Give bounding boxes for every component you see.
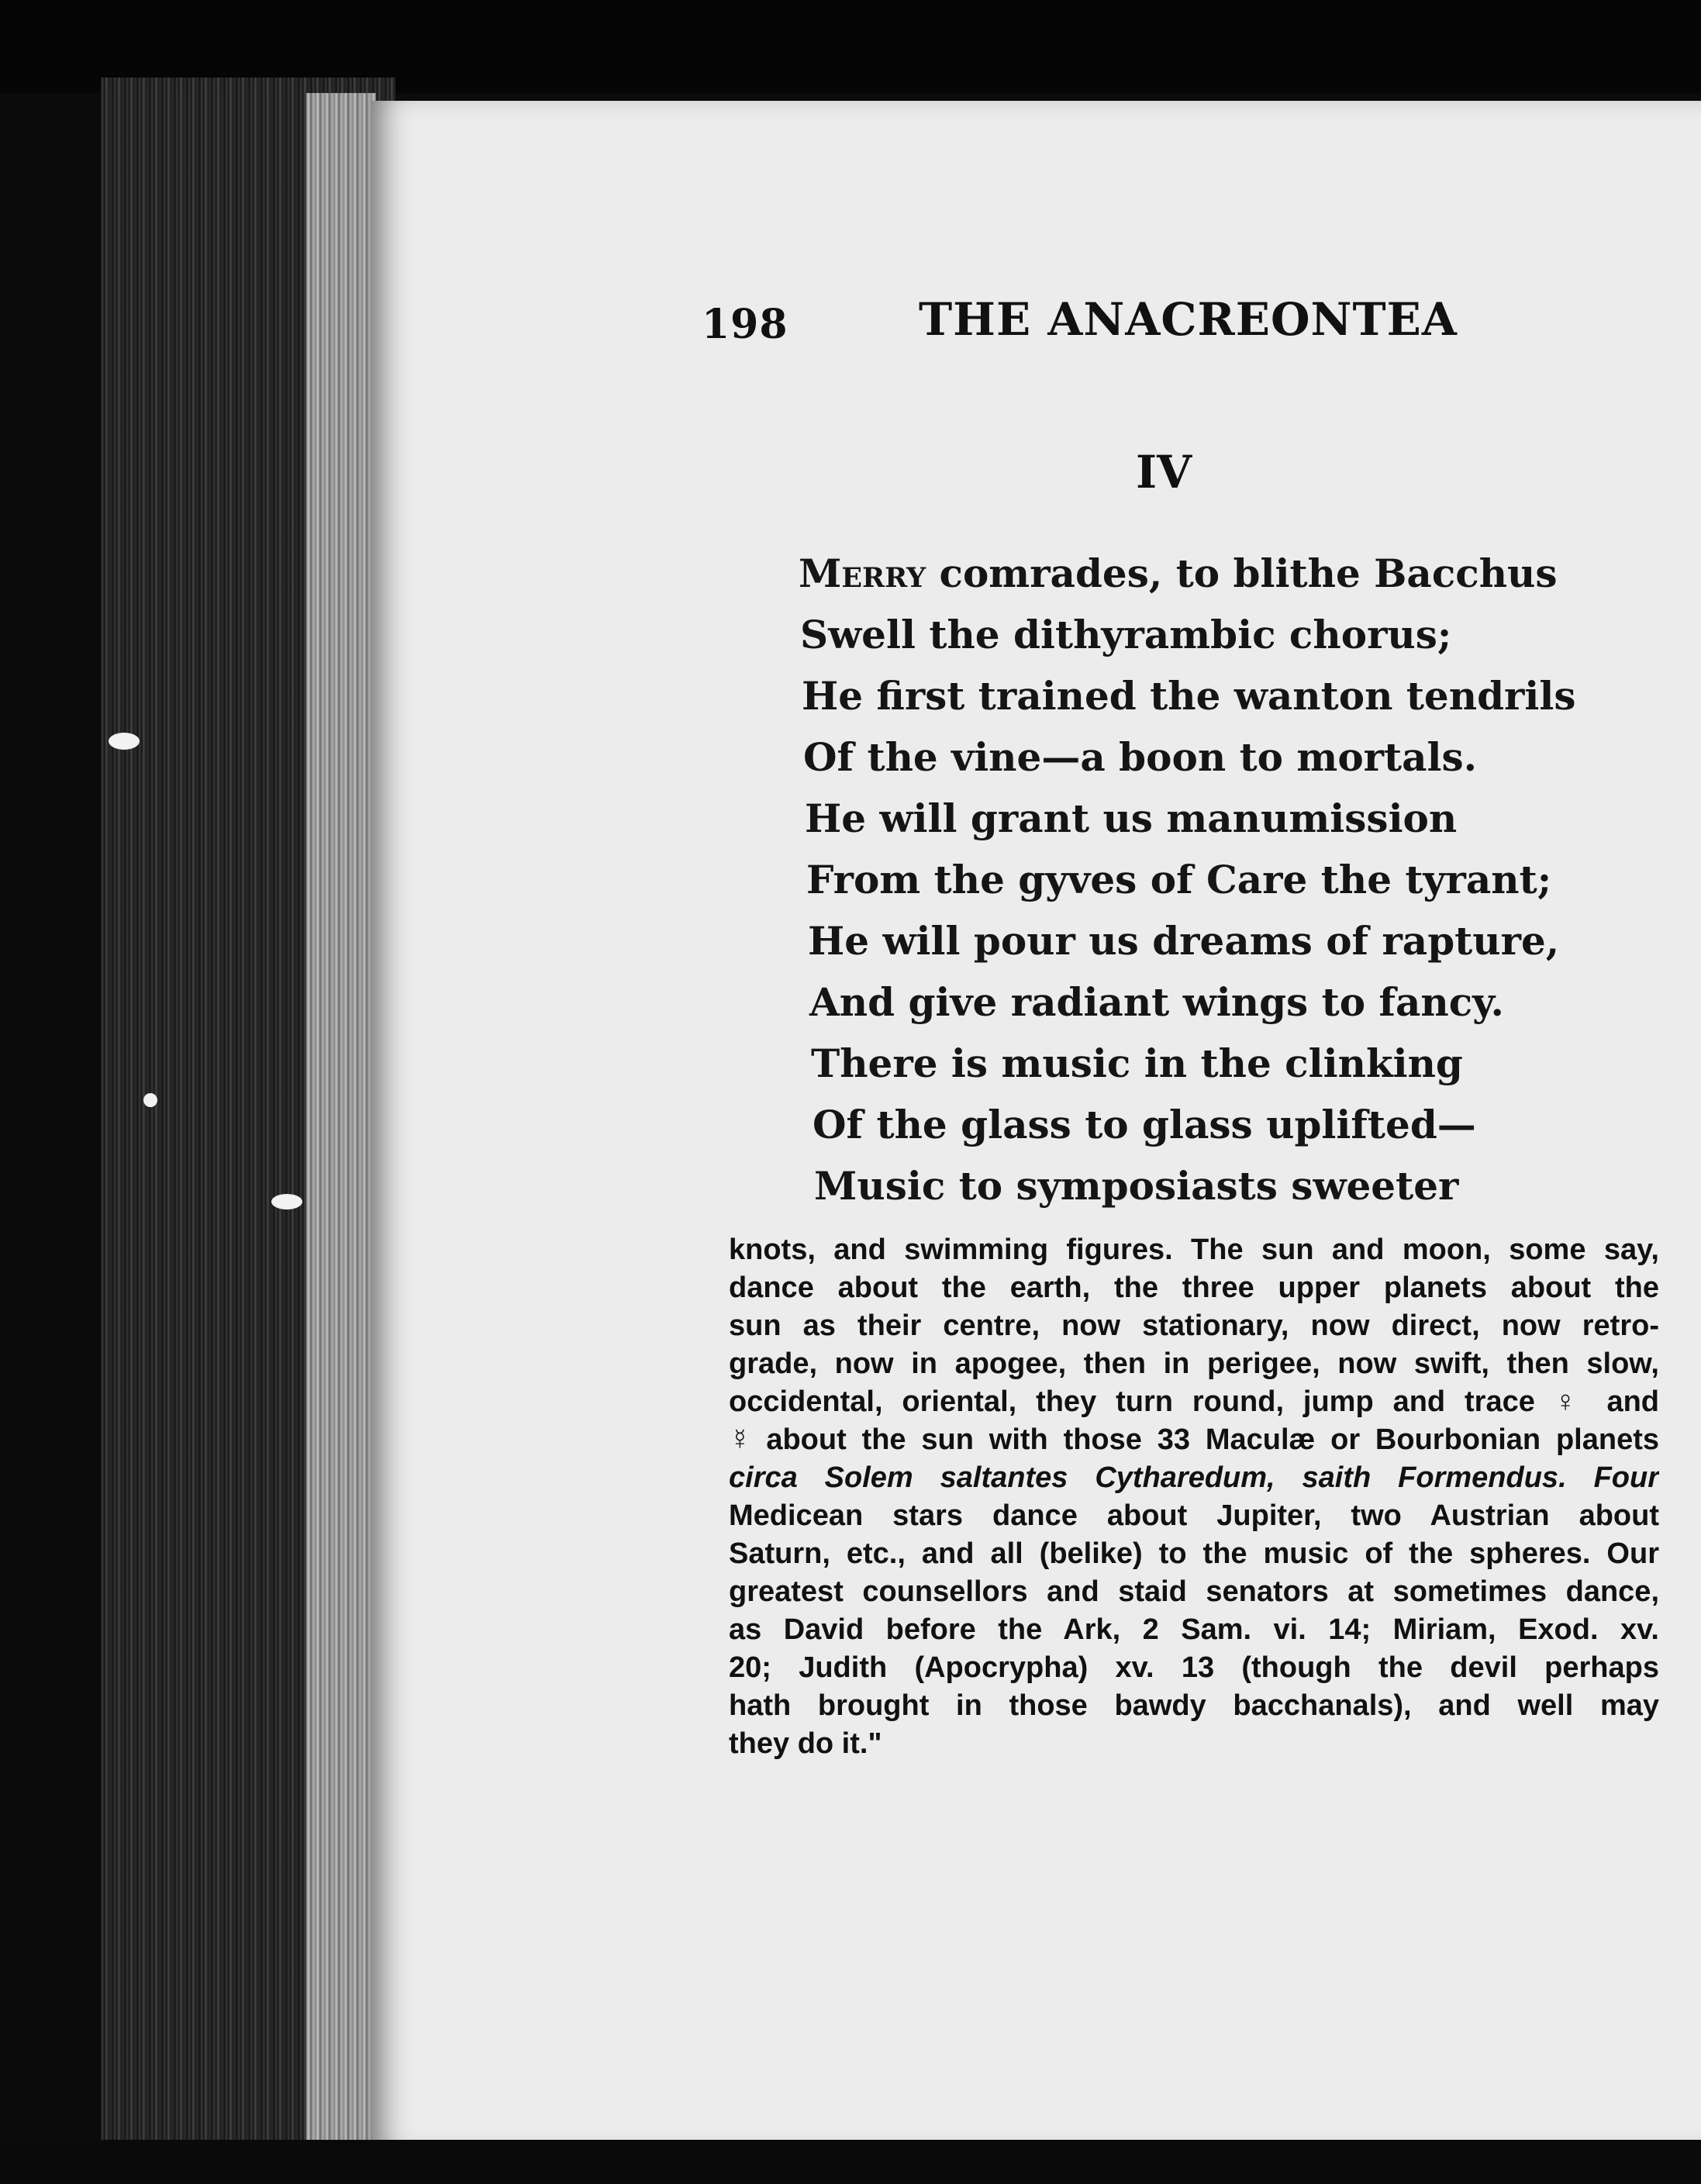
- poem-line: He will pour us dreams of rapture,: [808, 918, 1560, 964]
- poem-line: He first trained the wanton tendrils: [802, 673, 1576, 719]
- scan-speck: [271, 1194, 302, 1209]
- scan-speck: [109, 733, 140, 750]
- poem-line: And give radiant wings to fancy.: [809, 979, 1504, 1025]
- poem: [799, 543, 1651, 1216]
- poem-line: Of the glass to glass uplifted—: [813, 1102, 1476, 1147]
- footnote-line: occidental, oriental, they turn round, jump and trace ♀ and: [729, 1385, 1659, 1418]
- poem-first-line-rest: comrades, to blithe Bacchus: [926, 550, 1558, 596]
- poem-line: [799, 543, 1651, 604]
- footnote-line: Medicean stars dance about Jupiter, two Austrian about: [729, 1499, 1659, 1532]
- footnote-line: hath brought in those bawdy bacchanals), and well may: [729, 1689, 1659, 1722]
- footnote-line: sun as their centre, now stationary, now direct, now retro-: [729, 1309, 1659, 1342]
- footnote-line: ☿ about the sun with those 33 Maculæ or Bourbonian planets: [729, 1423, 1659, 1456]
- poem-line: There is music in the clinking: [811, 1040, 1463, 1086]
- poem-line: From the gyves of Care the tyrant;: [806, 857, 1552, 902]
- footnote-line: 20; Judith (Apocrypha) xv. 13 (though the devil perhaps: [729, 1651, 1659, 1684]
- book-page-edges: [306, 93, 376, 2148]
- poem-line: He will grant us manumission: [805, 795, 1458, 841]
- running-title: THE ANACREONTEA: [919, 293, 1458, 346]
- footnote-line: Saturn, etc., and all (belike) to the music of the spheres. Our: [729, 1537, 1659, 1570]
- poem-first-word: Merry: [799, 550, 926, 596]
- footnote-line: dance about the earth, the three upper planets about the: [729, 1271, 1659, 1304]
- poem-line: Of the vine—a boon to mortals.: [803, 734, 1478, 780]
- footnote-line: they do it.": [729, 1727, 882, 1760]
- footnote-line: circa Solem saltantes Cytharedum, saith Formendus. Four: [729, 1461, 1659, 1494]
- page-number: 198: [702, 301, 788, 348]
- poem-line: Music to symposiasts sweeter: [814, 1163, 1459, 1209]
- footnote: [729, 1231, 1659, 1763]
- scan-speck: [143, 1093, 157, 1107]
- footnote-line: greatest counsellors and staid senators at sometimes dance,: [729, 1575, 1659, 1608]
- scan-bottom-border: [0, 2140, 1701, 2184]
- footnote-line: grade, now in apogee, then in perigee, now swift, then slow,: [729, 1347, 1659, 1380]
- poem-line: Swell the dithyrambic chorus;: [800, 612, 1452, 657]
- section-numeral: IV: [1136, 446, 1192, 499]
- footnote-line: knots, and swimming figures. The sun and moon, some say,: [729, 1233, 1659, 1266]
- footnote-line: as David before the Ark, 2 Sam. vi. 14; Miriam, Exod. xv.: [729, 1613, 1659, 1646]
